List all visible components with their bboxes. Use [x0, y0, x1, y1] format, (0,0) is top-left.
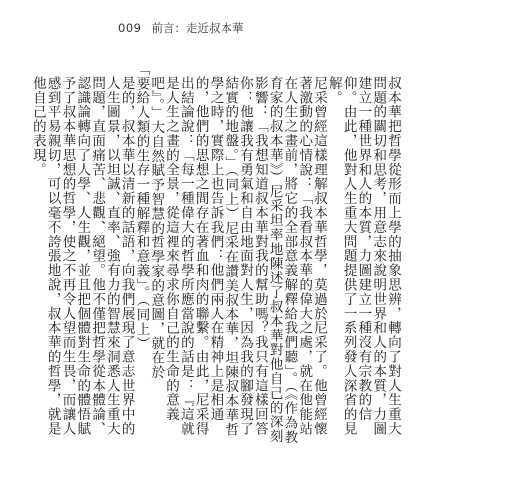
- page-number: 009: [118, 21, 142, 35]
- section-title: 前言：走近叔本華: [151, 21, 244, 35]
- paragraph-1: 叔本華把哲學從形而上學的抽象思辨，轉向了對人生重大問題的關切和思考，用意志來說明世界和人的本質，力圖建立一種世界和人的本質，力圖建立一種沒有宗教的信仰。由此，他對人生重大問題提供了一系列發人深省的見解。: [325, 76, 401, 436]
- paragraph-2: 尼采曾經這樣理解叔本華哲學，莫過於尼采了。他曾經懷著激動的心情說：「我看叔本華的偉大之處，就在他能站在人生之畫前，將它的全部意義解釋給我們聽」。（《作為教育家的叔本華》）尼采坦率地陳述了叔本華對他自己的深刻影響：「我想知道叔本華對我的幫助嗎？我只有這樣回答你：他讓我有勇氣和自由地面對人生，因為我的腳發現了結實的地盤。」（同上）尼采在讚美叔本華，坦陳叔本華哲學之時，實際上也告訴我們：他們兩人在精神上是相通的，他們的思想之間存在著血和肉的聯繫。由此，尼采得出結論說：「每一種偉大的哲學所應當說的話是：『這就是人生之畫的全景，從這裡來尋求你自己的生命的意義吧』。」大自然賦予智慧的哲學家的意圖，就在於: [148, 76, 328, 445]
- paragraph-4: 是的，叔本華以清新的話語，向我們展現了意志世界中的人生圖景，以坦誠、直率、強有力的智慧來洞悉人生重大問題，直面痛苦、悲觀、絕望。他不僅把哲學從本體論、認識論轉向了人學、人生觀，並且把個體對生命的體悟賦予了叔本華思想的哲學，使之不再令人望而生畏，而讓人感到平易親切，可以毫不誇張地說，叔本華的哲學，就是他自己的表現。: [29, 76, 135, 436]
- running-header: [118, 19, 243, 37]
- paragraph-3: 「要給人類的生存一種解釋和意義」。（同上）: [133, 62, 150, 351]
- vertical-body-text: [29, 48, 401, 450]
